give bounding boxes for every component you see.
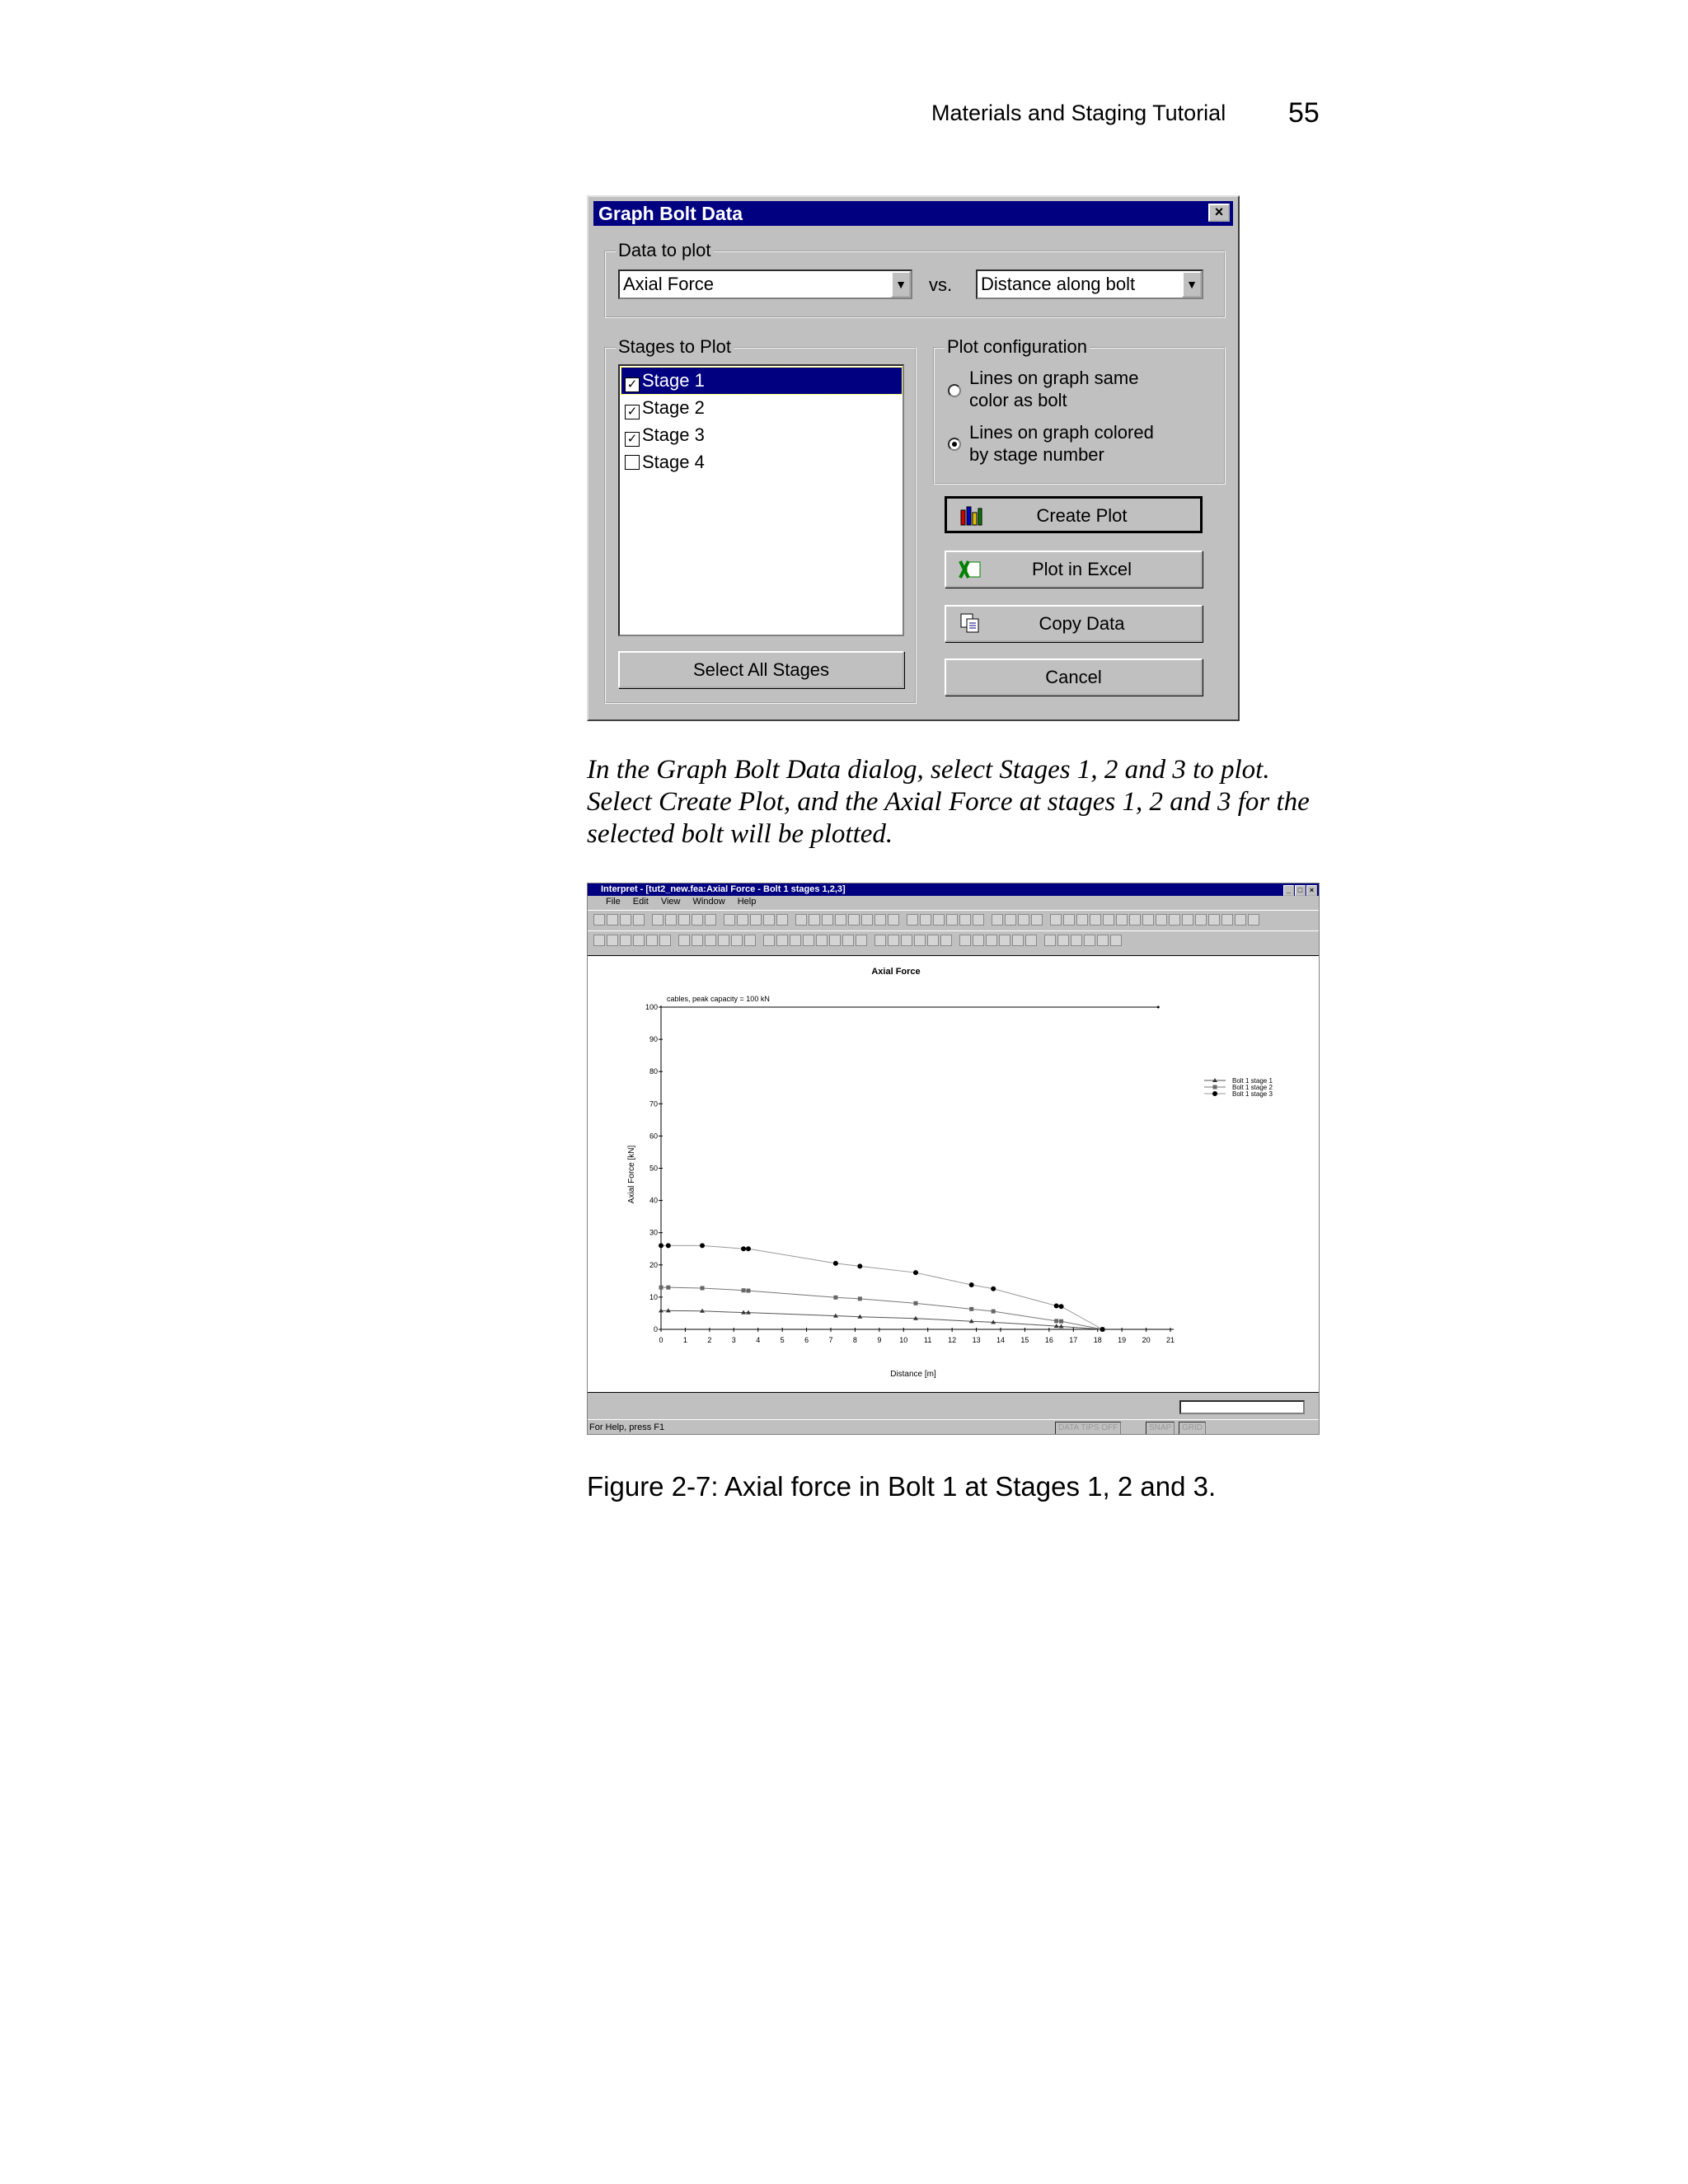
data-point [742, 1288, 746, 1292]
data-point [833, 1261, 838, 1266]
running-header-title: Materials and Staging Tutorial [931, 101, 1226, 125]
toolbar-button[interactable] [973, 935, 984, 946]
x-tick-label: 8 [852, 1336, 857, 1344]
toolbar-button[interactable] [724, 914, 735, 926]
toolbar-button[interactable] [816, 935, 828, 946]
y-tick-label: 0 [653, 1325, 658, 1333]
toolbar-button[interactable] [1097, 935, 1109, 946]
toolbar-button[interactable] [705, 914, 716, 926]
plot-config-group [933, 336, 1226, 485]
y-tick-label: 40 [649, 1196, 658, 1205]
toolbar-button[interactable] [705, 935, 716, 946]
status-input-box[interactable] [1179, 1400, 1305, 1414]
x-tick-label: 9 [877, 1336, 882, 1344]
toolbar-button[interactable] [1169, 914, 1180, 926]
y-tick-label: 80 [649, 1067, 658, 1076]
toolbar-button[interactable] [829, 935, 841, 946]
toolbar-button[interactable] [1235, 914, 1246, 926]
data-point [666, 1286, 670, 1290]
cancel-button[interactable]: Cancel [945, 658, 1203, 696]
toolbar-button[interactable] [842, 935, 854, 946]
toolbar-button[interactable] [750, 914, 762, 926]
stage-label: Stage 1 [642, 370, 705, 391]
toolbar-button[interactable] [776, 914, 788, 926]
status-data-tips[interactable]: DATA TIPS OFF [1055, 1422, 1121, 1435]
data-point [833, 1296, 837, 1300]
x-value-text: Distance along bolt [981, 274, 1136, 294]
data-point [969, 1307, 973, 1311]
plot-in-excel-button[interactable]: Plot in Excel [945, 551, 1203, 588]
chevron-down-icon[interactable]: ▼ [891, 271, 911, 298]
radio-selected-icon [952, 442, 957, 447]
x-axis-label: Distance [m] [890, 1370, 936, 1379]
toolbar-button[interactable] [920, 914, 931, 926]
toolbar-button[interactable] [992, 914, 1003, 926]
x-tick-label: 6 [804, 1336, 809, 1344]
toolbar-button[interactable] [874, 914, 886, 926]
create-plot-button[interactable]: Create Plot [945, 496, 1203, 533]
toolbar-button[interactable] [901, 935, 912, 946]
list-item[interactable] [621, 368, 902, 394]
x-tick-label: 4 [756, 1336, 761, 1344]
menu-window[interactable]: Window [692, 897, 725, 907]
data-to-plot-label: Data to plot [616, 240, 714, 261]
x-value-select[interactable] [976, 269, 1203, 299]
list-item[interactable] [621, 449, 902, 476]
toolbar-button[interactable] [1044, 935, 1056, 946]
toolbar-button[interactable] [888, 914, 899, 926]
toolbar-button[interactable] [1005, 914, 1016, 926]
toolbar-button[interactable] [744, 935, 756, 946]
toolbar-button[interactable] [659, 935, 671, 946]
toolbar-button[interactable] [914, 935, 926, 946]
chart-title: Axial Force [871, 967, 921, 977]
y-tick-label: 100 [645, 1003, 658, 1011]
toolbar-button[interactable] [1076, 914, 1088, 926]
stages-group [604, 336, 917, 704]
toolbar-button[interactable] [1050, 914, 1062, 926]
y-axis-label: Axial Force [kN] [627, 1145, 636, 1204]
plot-config-label: Plot configuration [945, 336, 1090, 358]
x-tick-label: 14 [996, 1336, 1006, 1344]
status-snap[interactable]: SNAP [1146, 1422, 1175, 1435]
toolbar-button[interactable] [907, 914, 918, 926]
copy-icon [959, 612, 982, 634]
toolbar-button[interactable] [1208, 914, 1220, 926]
data-point [991, 1286, 996, 1291]
toolbar-button[interactable] [835, 914, 846, 926]
toolbar-button[interactable] [607, 914, 618, 926]
stage-label: Stage 2 [642, 397, 705, 418]
data-point [857, 1263, 862, 1268]
y-value-text: Axial Force [623, 274, 715, 294]
toolbar-button[interactable] [933, 914, 945, 926]
maximize-icon[interactable]: □ [1295, 885, 1306, 896]
window-controls [1282, 884, 1317, 897]
data-point [700, 1243, 705, 1248]
radio-stage-color[interactable] [948, 438, 961, 451]
toolbar-button[interactable] [1012, 935, 1024, 946]
data-point [858, 1296, 862, 1301]
toolbar-button[interactable] [795, 914, 807, 926]
series-line-stage-1 [661, 1310, 1103, 1329]
toolbar-button[interactable] [1031, 914, 1043, 926]
toolbar-button[interactable] [1195, 914, 1207, 926]
y-tick-label: 10 [649, 1292, 658, 1301]
list-item[interactable] [621, 395, 902, 421]
toolbar-button[interactable] [1025, 935, 1037, 946]
x-tick-label: 12 [948, 1336, 957, 1344]
status-grid[interactable]: GRID [1179, 1422, 1206, 1435]
toolbar-button[interactable] [1018, 914, 1029, 926]
stage-color-option[interactable]: Lines on graph colored by stage number [969, 422, 1154, 465]
toolbar-button[interactable] [692, 914, 703, 926]
toolbar-button[interactable] [646, 935, 658, 946]
graph-bolt-data-dialog [587, 195, 1240, 721]
toolbar-button[interactable] [665, 914, 677, 926]
toolbar-button[interactable] [593, 914, 605, 926]
menu-edit[interactable]: Edit [632, 897, 649, 907]
toolbar-secondary [588, 930, 1319, 949]
data-point [741, 1246, 746, 1251]
toolbar-button[interactable] [809, 914, 820, 926]
toolbar-button[interactable] [776, 935, 788, 946]
axial-force-chart [588, 956, 1319, 1394]
menu-view[interactable]: View [660, 897, 681, 907]
menu-help[interactable]: Help [737, 897, 757, 907]
x-tick-label: 21 [1165, 1336, 1175, 1344]
x-tick-label: 11 [924, 1336, 932, 1344]
capacity-annotation: cables, peak capacity = 100 kN [667, 995, 770, 1003]
series-line-stage-2 [661, 1287, 1103, 1329]
stage-list[interactable] [618, 364, 904, 636]
legend-entry: Bolt 1 stage 3 [1232, 1090, 1273, 1098]
legend-marker [1212, 1091, 1217, 1096]
chevron-down-icon[interactable]: ▼ [1182, 271, 1202, 298]
y-tick-label: 20 [649, 1260, 658, 1269]
figure-caption: Figure 2-7: Axial force in Bolt 1 at Stages 1, 2 and 3. [587, 1471, 1217, 1502]
x-tick-label: 13 [972, 1336, 981, 1344]
stage-label: Stage 3 [642, 424, 705, 445]
toolbar-button[interactable] [1156, 914, 1167, 926]
capacity-line-end-point [1157, 1006, 1160, 1009]
data-point [701, 1286, 705, 1290]
status-bar [588, 1419, 1319, 1435]
menu-file[interactable]: File [606, 897, 621, 907]
toolbar-button[interactable] [848, 914, 860, 926]
toolbar-button[interactable] [861, 914, 873, 926]
data-point [914, 1301, 918, 1305]
toolbar-button[interactable] [633, 914, 645, 926]
toolbar-button[interactable] [973, 914, 984, 926]
series-line-stage-3 [661, 1245, 1103, 1329]
toolbar-button[interactable] [959, 914, 971, 926]
x-tick-label: 18 [1093, 1336, 1102, 1344]
radio-same-color[interactable] [948, 384, 961, 397]
dialog-title-bar [593, 201, 1233, 226]
data-point [1059, 1319, 1063, 1324]
copy-data-button[interactable]: Copy Data [945, 605, 1203, 642]
data-point [746, 1289, 750, 1293]
toolbar-button[interactable] [607, 935, 618, 946]
toolbar-button[interactable] [1103, 914, 1114, 926]
data-point [992, 1310, 996, 1314]
toolbar-button[interactable] [1182, 914, 1193, 926]
y-tick-label: 60 [649, 1132, 658, 1141]
x-tick-label: 7 [828, 1336, 833, 1344]
data-point [746, 1246, 751, 1251]
toolbar-button[interactable] [874, 935, 886, 946]
toolbar-button[interactable] [986, 935, 997, 946]
data-point [913, 1270, 918, 1275]
x-tick-label: 16 [1044, 1336, 1053, 1344]
menu-bar [588, 896, 1319, 908]
data-point [1054, 1319, 1058, 1323]
toolbar-button[interactable] [1084, 935, 1095, 946]
dialog-title: Graph Bolt Data [598, 203, 743, 224]
data-point [1059, 1304, 1064, 1309]
stages-label: Stages to Plot [616, 336, 734, 358]
y-tick-label: 70 [649, 1099, 658, 1108]
plot-area [588, 955, 1319, 1393]
toolbar-button[interactable] [927, 935, 939, 946]
x-tick-label: 19 [1118, 1336, 1127, 1344]
toolbar-button[interactable] [999, 935, 1010, 946]
checkbox-checked-icon[interactable]: ✓ [625, 432, 640, 447]
toolbar-button[interactable] [620, 914, 631, 926]
legend-entry: Bolt 1 stage 1 [1232, 1077, 1273, 1085]
toolbar-button[interactable] [1071, 935, 1082, 946]
toolbar-button[interactable] [620, 935, 631, 946]
data-point [969, 1282, 974, 1287]
toolbar-button[interactable] [1116, 914, 1128, 926]
toolbar-button[interactable] [1063, 914, 1075, 926]
data-point [659, 1286, 663, 1290]
stage-label: Stage 4 [642, 452, 705, 472]
y-tick-label: 50 [649, 1164, 658, 1173]
toolbar-button[interactable] [731, 935, 743, 946]
bar-chart-icon [959, 505, 982, 527]
list-item[interactable] [621, 422, 902, 448]
toolbar-button[interactable] [946, 914, 958, 926]
toolbar-button[interactable] [593, 935, 605, 946]
toolbar-button[interactable] [678, 935, 690, 946]
app-title-bar [588, 883, 1319, 896]
toolbar-button[interactable] [1090, 914, 1101, 926]
same-color-option[interactable]: Lines on graph same color as bolt [969, 368, 1139, 410]
toolbar-button[interactable] [1221, 914, 1233, 926]
x-tick-label: 3 [731, 1336, 736, 1344]
x-tick-label: 20 [1142, 1336, 1151, 1344]
toolbar-button[interactable] [803, 935, 814, 946]
toolbar-button[interactable] [822, 914, 833, 926]
x-tick-label: 15 [1020, 1336, 1029, 1344]
legend-marker [1213, 1085, 1217, 1090]
close-icon[interactable]: × [1208, 204, 1230, 222]
toolbar-button[interactable] [1110, 935, 1122, 946]
toolbar-button[interactable] [763, 914, 775, 926]
select-all-stages-button[interactable]: Select All Stages [618, 651, 904, 688]
data-point [666, 1243, 671, 1248]
x-tick-label: 2 [707, 1336, 712, 1344]
x-tick-label: 0 [659, 1336, 663, 1344]
toolbar-button[interactable] [1248, 914, 1259, 926]
close-icon[interactable]: × [1306, 885, 1317, 896]
toolbar-button[interactable] [678, 914, 690, 926]
legend-entry: Bolt 1 stage 2 [1232, 1084, 1273, 1091]
toolbar-button[interactable] [718, 935, 729, 946]
toolbar-main [588, 910, 1319, 928]
status-help-text: For Help, press F1 [589, 1422, 665, 1432]
toolbar-button[interactable] [790, 935, 801, 946]
y-tick-label: 90 [649, 1035, 658, 1044]
x-tick-label: 17 [1069, 1336, 1078, 1344]
excel-icon [959, 559, 982, 580]
toolbar-button[interactable] [940, 935, 952, 946]
toolbar-button[interactable] [763, 935, 775, 946]
data-to-plot-group [604, 240, 1226, 318]
toolbar-button[interactable] [959, 935, 971, 946]
toolbar-button[interactable] [1142, 914, 1154, 926]
toolbar-button[interactable] [1057, 935, 1069, 946]
minimize-icon[interactable]: _ [1283, 885, 1294, 896]
checkbox-checked-icon[interactable]: ✓ [625, 377, 640, 392]
x-tick-label: 10 [899, 1336, 908, 1344]
toolbar-button[interactable] [737, 914, 748, 926]
toolbar-button[interactable] [888, 935, 899, 946]
data-point [1100, 1327, 1105, 1332]
toolbar-button[interactable] [856, 935, 867, 946]
data-point [746, 1310, 751, 1315]
toolbar-button[interactable] [692, 935, 703, 946]
toolbar-button[interactable] [1129, 914, 1141, 926]
vs-label: vs. [929, 274, 953, 295]
page-number: 55 [1288, 97, 1320, 129]
app-title: Interpret - [tut2_new.fea:Axial Force - Bolt 1 stages 1,2,3] [601, 884, 846, 894]
data-point [659, 1243, 663, 1248]
x-tick-label: 5 [780, 1336, 785, 1344]
instruction-caption: In the Graph Bolt Data dialog, select Stages 1, 2 and 3 to plot. Select Create Plot, and the Axial Force at stages 1, 2 and 3 for the selected bolt will be plotted. [587, 755, 1310, 849]
checkbox-checked-icon[interactable]: ✓ [625, 405, 640, 419]
interpret-window [587, 883, 1320, 1435]
y-value-select[interactable] [618, 269, 912, 299]
toolbar-button[interactable] [652, 914, 663, 926]
x-tick-label: 1 [682, 1336, 687, 1344]
checkbox-unchecked-icon[interactable] [625, 455, 640, 470]
y-tick-label: 30 [649, 1228, 658, 1237]
toolbar-button[interactable] [633, 935, 645, 946]
data-point [1054, 1303, 1059, 1308]
